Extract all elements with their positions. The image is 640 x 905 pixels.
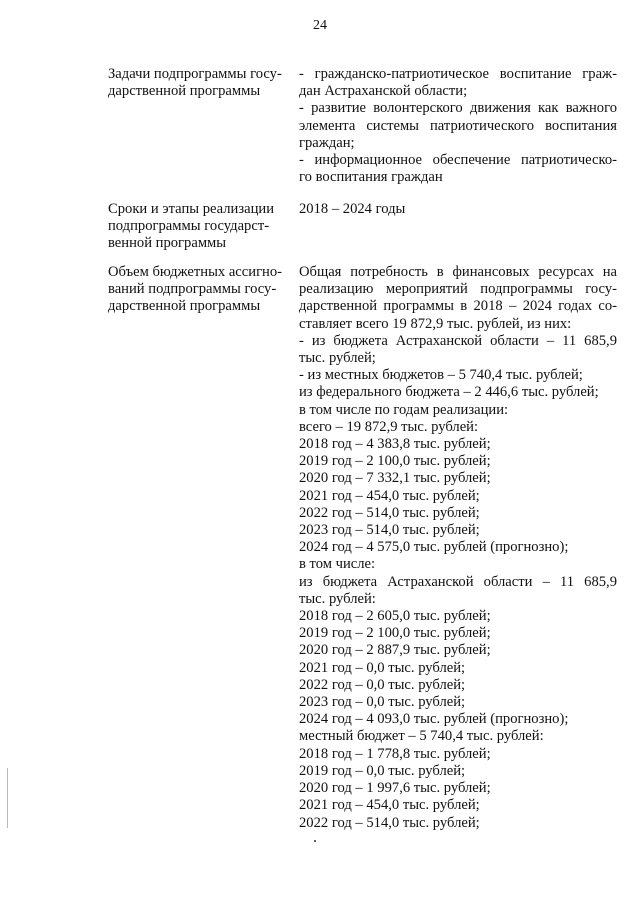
text-line: - развитие волонтерского движения как важного <box>299 100 617 117</box>
text-line: Задачи подпрограммы госу- <box>108 66 282 82</box>
row-label <box>108 201 290 253</box>
text-line: дарственной программы в 2018 – 2024 годах со- <box>299 298 617 315</box>
scan-dot <box>314 840 316 842</box>
text-line: 2022 год – 514,0 тыс. рублей; <box>299 814 480 831</box>
text-line: 2019 год – 2 100,0 тыс. рублей; <box>299 453 491 470</box>
text-line: венной программы <box>108 235 227 252</box>
text-line: 2020 год – 2 887,9 тыс. рублей; <box>299 642 491 659</box>
text-line: тыс. рублей; <box>299 350 376 367</box>
text-line: 2019 год – 2 100,0 тыс. рублей; <box>299 625 491 642</box>
text-line: 2018 год – 1 778,8 тыс. рублей; <box>299 745 491 762</box>
text-line: дарственной программы <box>108 83 261 100</box>
text-line: дарственной программы <box>108 298 261 315</box>
page-number: 24 <box>313 18 327 33</box>
text-line: элемента системы патриотического воспитания <box>299 117 617 134</box>
row-label <box>108 66 290 100</box>
text-line: 2022 год – 0,0 тыс. рублей; <box>299 676 466 693</box>
text-line: в том числе: <box>299 556 376 573</box>
text-line: 2021 год – 454,0 тыс. рублей; <box>299 797 480 814</box>
text-line: го воспитания граждан <box>299 169 443 186</box>
row-value <box>299 201 617 218</box>
text-line: - информационное обеспечение патриотическо- <box>299 152 617 169</box>
text-line: ваний подпрограммы госу- <box>108 281 277 298</box>
text-line: граждан; <box>299 134 355 151</box>
text-line: Объем бюджетных ассигно- <box>108 264 283 280</box>
text-line: 2020 год – 7 332,1 тыс. рублей; <box>299 470 491 487</box>
text-line: 2018 год – 4 383,8 тыс. рублей; <box>299 436 491 453</box>
text-line: 2021 год – 0,0 тыс. рублей; <box>299 659 466 676</box>
text-line: 2021 год – 454,0 тыс. рублей; <box>299 487 480 504</box>
text-line: 2018 – 2024 годы <box>299 201 406 217</box>
text-line: 2019 год – 0,0 тыс. рублей; <box>299 762 466 779</box>
text-line: 2020 год – 1 997,6 тыс. рублей; <box>299 780 491 797</box>
text-line: - из бюджета Астраханской области – 11 685,9 <box>299 332 617 349</box>
text-line: 2024 год – 4 093,0 тыс. рублей (прогнозно); <box>299 711 569 728</box>
text-line: местный бюджет – 5 740,4 тыс. рублей: <box>299 728 544 745</box>
text-line: подпрограммы государст- <box>108 218 270 235</box>
text-line: реализацию мероприятий подпрограммы госу- <box>299 281 617 298</box>
text-line: 2024 год – 4 575,0 тыс. рублей (прогнозно); <box>299 539 569 556</box>
text-line: тыс. рублей: <box>299 590 376 607</box>
text-line: - из местных бюджетов – 5 740,4 тыс. рублей; <box>299 367 583 384</box>
row-label <box>108 264 290 316</box>
text-line: - гражданско-патриотическое воспитание граж- <box>299 66 617 82</box>
text-line: дан Астраханской области; <box>299 83 468 100</box>
text-line: ставляет всего 19 872,9 тыс. рублей, из них: <box>299 315 572 332</box>
row-value <box>299 66 617 186</box>
text-line: 2018 год – 2 605,0 тыс. рублей; <box>299 608 491 625</box>
text-line: из федерального бюджета – 2 446,6 тыс. рублей; <box>299 384 599 401</box>
text-line: из бюджета Астраханской области – 11 685,9 <box>299 573 617 590</box>
scan-margin-mark <box>7 768 8 828</box>
row-value <box>299 264 617 832</box>
text-line: в том числе по годам реализации: <box>299 401 509 418</box>
text-line: Общая потребность в финансовых ресурсах на <box>299 264 617 280</box>
text-line: 2022 год – 514,0 тыс. рублей; <box>299 504 480 521</box>
text-line: Сроки и этапы реализации <box>108 201 275 217</box>
text-line: 2023 год – 0,0 тыс. рублей; <box>299 694 466 711</box>
text-line: всего – 19 872,9 тыс. рублей: <box>299 418 479 435</box>
text-line: 2023 год – 514,0 тыс. рублей; <box>299 522 480 539</box>
